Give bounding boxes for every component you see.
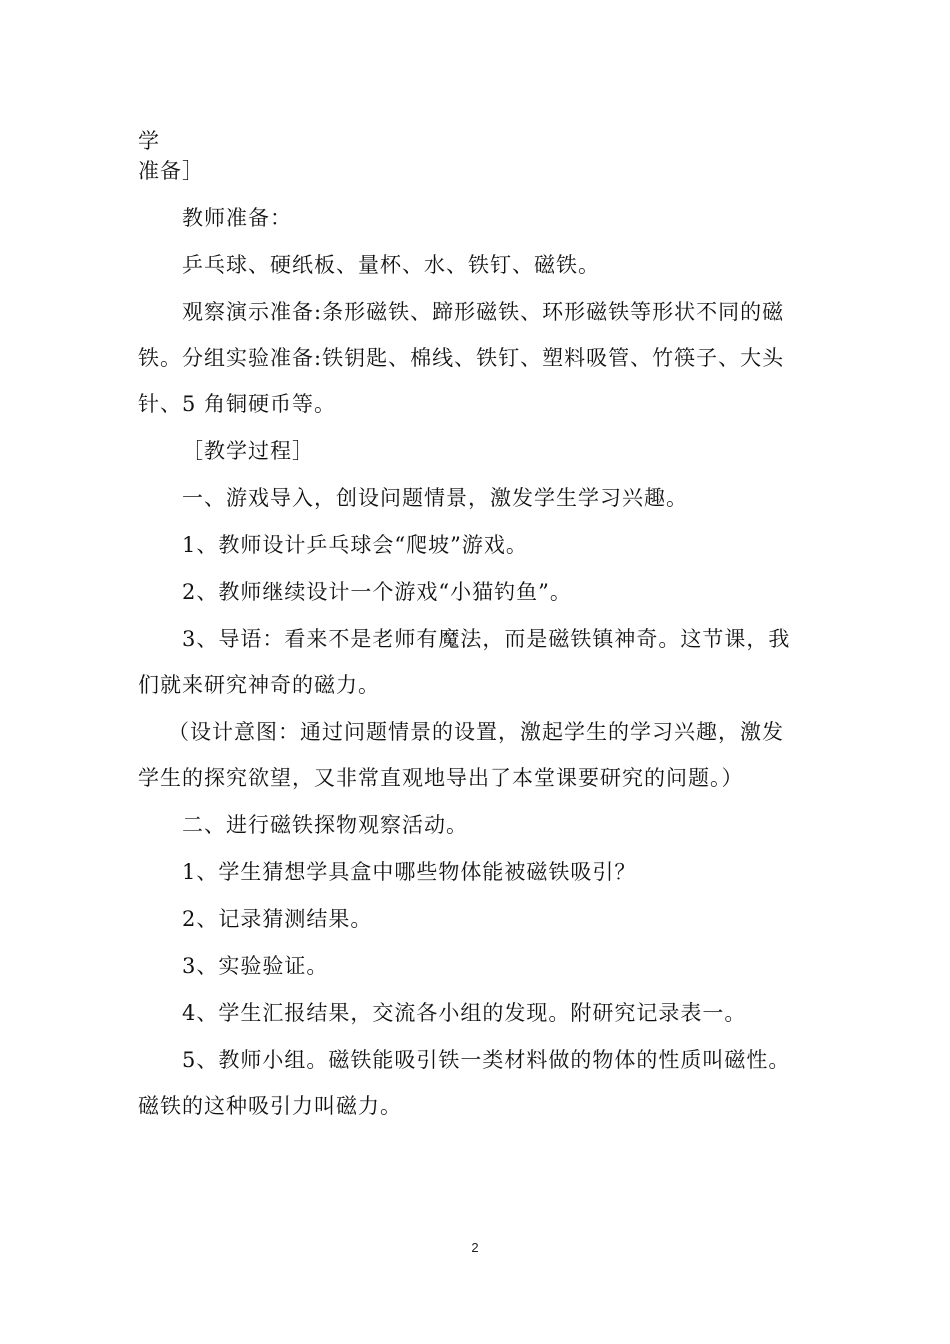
teacher-prep-items: 乒乓球、硬纸板、量杯、水、铁钉、磁铁。 [182,253,600,277]
section2-item-4: 4、学生汇报结果，交流各小组的发现。附研究记录表一。 [182,1001,747,1025]
section1-item-2: 2、教师继续设计一个游戏“小猫钓鱼”。 [182,580,572,604]
observation-prep-paragraph [138,297,818,419]
header-line-2: 准备］ [138,159,204,183]
section2-item-5-paragraph [138,1045,818,1121]
section2-item-1: 1、学生猜想学具盒中哪些物体能被磁铁吸引？ [182,860,637,884]
section1-item-1: 1、教师设计乒乓球会“爬坡”游戏。 [182,533,528,557]
document-body [138,126,818,1121]
teacher-prep-label: 教师准备： [182,206,292,230]
observation-prep-line-2: 铁。分组实验准备:铁钥匙、棉线、铁钉、塑料吸管、竹筷子、大头 [138,346,785,370]
section1-item-3-line-1: 3、导语：看来不是老师有魔法，而是磁铁镇神奇。这节课，我 [182,627,791,651]
section2-item-2: 2、记录猜测结果。 [182,907,373,931]
section2-item-5-line-2: 磁铁的这种吸引力叫磁力。 [138,1094,402,1118]
design-intent-line-2: 学生的探究欲望，又非常直观地导出了本堂课要研究的问题。） [138,766,744,790]
section1-title: 一、游戏导入，创设问题情景，激发学生学习兴趣。 [182,486,688,510]
section1-item-3-paragraph [138,624,818,700]
section2-item-5-line-1: 5、教师小组。磁铁能吸引铁一类材料做的物体的性质叫磁性。 [182,1048,791,1072]
page-number: 2 [471,1240,479,1255]
observation-prep-line-3: 针、5 角铜硬币等。 [138,392,337,416]
design-intent-line-1: （设计意图：通过问题情景的设置，激起学生的学习兴趣，激发 [168,720,784,744]
section2-item-3: 3、实验验证。 [182,954,329,978]
section2-title: 二、进行磁铁探物观察活动。 [182,813,468,837]
design-intent-paragraph [138,717,818,793]
observation-prep-line-1: 观察演示准备:条形磁铁、蹄形磁铁、环形磁铁等形状不同的磁 [182,300,785,324]
process-title: ［教学过程］ [182,439,314,463]
section1-item-3-line-2: 们就来研究神奇的磁力。 [138,673,380,697]
header-line-1: 学 [138,129,160,153]
